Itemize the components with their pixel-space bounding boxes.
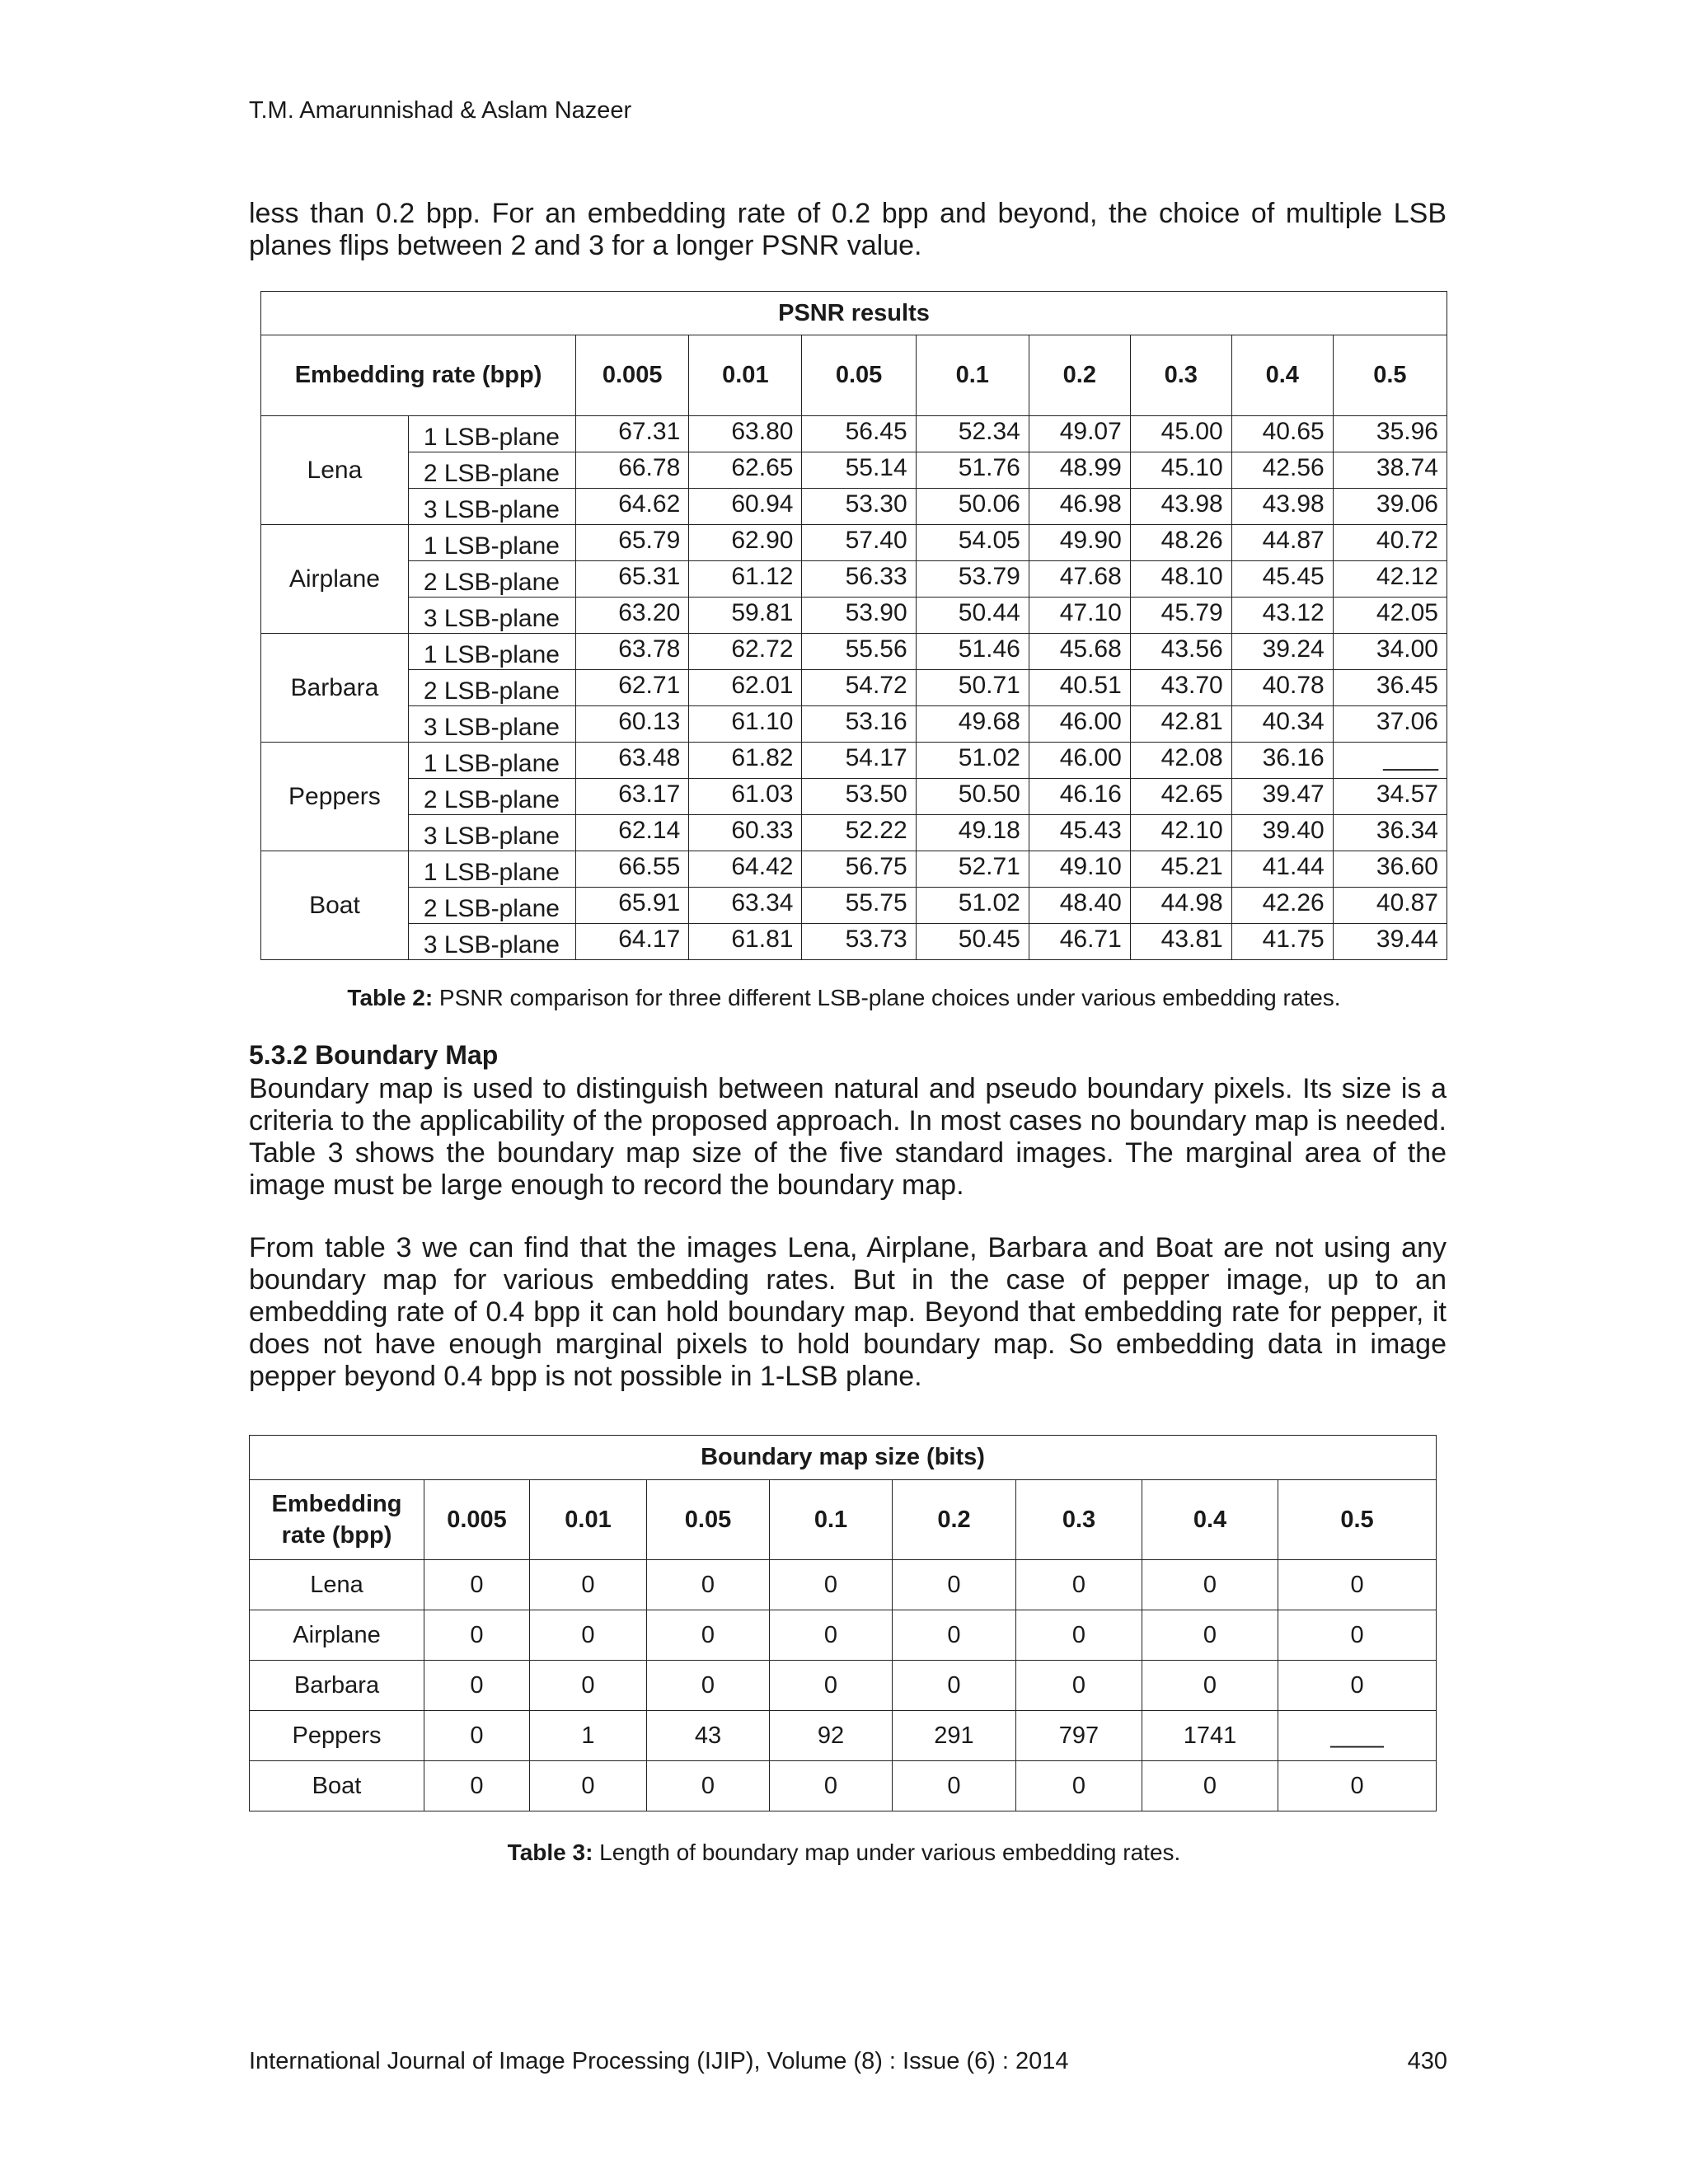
section-paragraph-1: Boundary map is used to distinguish between natural and pseudo boundary pixels. Its size is a criteria to the applicability of the proposed approach. In most cases no boundary map is needed. Table 3 shows the boundary map size of the five standard images. The marginal area of the image must be large enough to record the boundary map. [249, 1073, 1447, 1201]
psnr-value: 64.42 [689, 851, 802, 888]
psnr-value: 34.57 [1333, 779, 1447, 815]
psnr-value: 47.10 [1029, 598, 1130, 634]
psnr-value: 43.12 [1231, 598, 1333, 634]
boundary-row-header [250, 1480, 424, 1560]
psnr-value: 49.90 [1029, 525, 1130, 561]
psnr-value: 42.05 [1333, 598, 1447, 634]
boundary-value: 0 [1016, 1761, 1142, 1811]
psnr-value: ____ [1333, 743, 1447, 779]
psnr-value: 65.91 [576, 888, 689, 924]
psnr-rate-header: 0.2 [1029, 335, 1130, 416]
boundary-value: 0 [1278, 1610, 1437, 1661]
boundary-rate-header: 0.2 [893, 1480, 1016, 1560]
psnr-value: 36.45 [1333, 670, 1447, 706]
boundary-rate-header: 0.5 [1278, 1480, 1437, 1560]
boundary-value: 0 [424, 1610, 530, 1661]
psnr-value: 39.24 [1231, 634, 1333, 670]
psnr-value: 36.16 [1231, 743, 1333, 779]
boundary-image-name: Airplane [250, 1610, 424, 1661]
psnr-table-row [261, 779, 1447, 815]
boundary-image-name: Peppers [250, 1711, 424, 1761]
psnr-value: 35.96 [1333, 416, 1447, 452]
psnr-value: 52.22 [802, 815, 916, 851]
psnr-plane-label: 2 LSB-plane [408, 779, 575, 815]
psnr-value: 39.44 [1333, 924, 1447, 960]
psnr-value: 63.34 [689, 888, 802, 924]
boundary-value: 1 [530, 1711, 647, 1761]
psnr-value: 65.31 [576, 561, 689, 598]
psnr-plane-label: 1 LSB-plane [408, 416, 575, 452]
psnr-rate-header: 0.005 [576, 335, 689, 416]
psnr-value: 55.14 [802, 452, 916, 489]
psnr-value: 46.98 [1029, 489, 1130, 525]
boundary-value: 0 [647, 1661, 770, 1711]
boundary-value: 0 [424, 1661, 530, 1711]
boundary-value: 0 [1142, 1610, 1278, 1661]
boundary-table-row [250, 1761, 1437, 1811]
psnr-value: 62.90 [689, 525, 802, 561]
psnr-value: 43.56 [1130, 634, 1231, 670]
boundary-value: 0 [893, 1661, 1016, 1711]
psnr-value: 48.40 [1029, 888, 1130, 924]
boundary-value: ____ [1278, 1711, 1437, 1761]
psnr-value: 60.33 [689, 815, 802, 851]
boundary-value: 0 [1142, 1560, 1278, 1610]
psnr-value: 61.81 [689, 924, 802, 960]
psnr-value: 62.65 [689, 452, 802, 489]
boundary-value: 0 [1016, 1560, 1142, 1610]
boundary-value: 0 [647, 1761, 770, 1811]
psnr-table-row [261, 888, 1447, 924]
boundary-value: 0 [1142, 1661, 1278, 1711]
psnr-value: 50.71 [916, 670, 1029, 706]
psnr-table-row [261, 598, 1447, 634]
boundary-table-row [250, 1711, 1437, 1761]
psnr-value: 49.10 [1029, 851, 1130, 888]
psnr-value: 67.31 [576, 416, 689, 452]
boundary-value: 43 [647, 1711, 770, 1761]
psnr-image-name: Peppers [261, 743, 409, 851]
psnr-value: 44.87 [1231, 525, 1333, 561]
psnr-value: 54.05 [916, 525, 1029, 561]
psnr-table-row [261, 634, 1447, 670]
intro-paragraph: less than 0.2 bpp. For an embedding rate of 0.2 bpp and beyond, the choice of multiple LSB planes flips between 2 and 3 for a longer PSNR value. [249, 198, 1447, 261]
psnr-value: 62.71 [576, 670, 689, 706]
boundary-value: 0 [530, 1610, 647, 1661]
psnr-value: 61.03 [689, 779, 802, 815]
boundary-image-name: Boat [250, 1761, 424, 1811]
boundary-row-header-line2: rate (bpp) [281, 1522, 392, 1549]
psnr-value: 55.56 [802, 634, 916, 670]
psnr-value: 43.98 [1231, 489, 1333, 525]
psnr-value: 64.17 [576, 924, 689, 960]
psnr-table-row [261, 525, 1447, 561]
psnr-rate-header: 0.05 [802, 335, 916, 416]
psnr-value: 54.72 [802, 670, 916, 706]
boundary-rate-header: 0.005 [424, 1480, 530, 1560]
section-heading: 5.3.2 Boundary Map [249, 1040, 499, 1070]
psnr-value: 39.06 [1333, 489, 1447, 525]
psnr-value: 45.10 [1130, 452, 1231, 489]
psnr-value: 45.45 [1231, 561, 1333, 598]
psnr-value: 42.81 [1130, 706, 1231, 743]
psnr-value: 63.80 [689, 416, 802, 452]
psnr-image-name: Lena [261, 416, 409, 525]
psnr-table-row [261, 815, 1447, 851]
psnr-plane-label: 2 LSB-plane [408, 670, 575, 706]
psnr-value: 51.46 [916, 634, 1029, 670]
psnr-value: 38.74 [1333, 452, 1447, 489]
psnr-table-row [261, 743, 1447, 779]
psnr-plane-label: 2 LSB-plane [408, 561, 575, 598]
psnr-value: 54.17 [802, 743, 916, 779]
psnr-value: 59.81 [689, 598, 802, 634]
psnr-table-row [261, 561, 1447, 598]
psnr-value: 50.50 [916, 779, 1029, 815]
psnr-value: 39.47 [1231, 779, 1333, 815]
boundary-value: 0 [770, 1560, 893, 1610]
psnr-value: 40.72 [1333, 525, 1447, 561]
psnr-value: 45.79 [1130, 598, 1231, 634]
boundary-table-row [250, 1610, 1437, 1661]
psnr-row-header: Embedding rate (bpp) [261, 335, 576, 416]
psnr-value: 52.71 [916, 851, 1029, 888]
psnr-value: 48.10 [1130, 561, 1231, 598]
psnr-value: 51.76 [916, 452, 1029, 489]
psnr-value: 60.13 [576, 706, 689, 743]
psnr-value: 36.34 [1333, 815, 1447, 851]
psnr-value: 56.75 [802, 851, 916, 888]
psnr-value: 53.90 [802, 598, 916, 634]
psnr-value: 45.43 [1029, 815, 1130, 851]
psnr-value: 51.02 [916, 888, 1029, 924]
psnr-rate-header: 0.3 [1130, 335, 1231, 416]
psnr-plane-label: 2 LSB-plane [408, 452, 575, 489]
psnr-value: 42.65 [1130, 779, 1231, 815]
boundary-value: 0 [647, 1610, 770, 1661]
psnr-value: 42.12 [1333, 561, 1447, 598]
table3-caption [0, 1840, 1688, 1866]
psnr-value: 49.07 [1029, 416, 1130, 452]
psnr-value: 46.00 [1029, 706, 1130, 743]
psnr-value: 42.26 [1231, 888, 1333, 924]
boundary-value: 0 [1278, 1761, 1437, 1811]
boundary-map-table [249, 1435, 1437, 1811]
boundary-value: 1741 [1142, 1711, 1278, 1761]
psnr-plane-label: 2 LSB-plane [408, 888, 575, 924]
psnr-image-name: Airplane [261, 525, 409, 634]
boundary-value: 0 [424, 1761, 530, 1811]
psnr-plane-label: 1 LSB-plane [408, 743, 575, 779]
psnr-table-row [261, 489, 1447, 525]
psnr-value: 64.62 [576, 489, 689, 525]
boundary-value: 797 [1016, 1711, 1142, 1761]
psnr-value: 41.75 [1231, 924, 1333, 960]
psnr-table-row [261, 452, 1447, 489]
psnr-plane-label: 3 LSB-plane [408, 598, 575, 634]
psnr-value: 48.99 [1029, 452, 1130, 489]
psnr-value: 65.79 [576, 525, 689, 561]
psnr-value: 61.12 [689, 561, 802, 598]
boundary-value: 0 [1142, 1761, 1278, 1811]
psnr-value: 44.98 [1130, 888, 1231, 924]
boundary-value: 0 [770, 1610, 893, 1661]
boundary-value: 0 [1278, 1661, 1437, 1711]
psnr-plane-label: 3 LSB-plane [408, 706, 575, 743]
psnr-value: 47.68 [1029, 561, 1130, 598]
boundary-value: 291 [893, 1711, 1016, 1761]
psnr-value: 63.20 [576, 598, 689, 634]
boundary-rate-header: 0.1 [770, 1480, 893, 1560]
psnr-value: 57.40 [802, 525, 916, 561]
boundary-image-name: Barbara [250, 1661, 424, 1711]
boundary-value: 0 [1016, 1610, 1142, 1661]
psnr-value: 36.60 [1333, 851, 1447, 888]
psnr-table [260, 291, 1447, 960]
boundary-table-title: Boundary map size (bits) [250, 1436, 1437, 1480]
psnr-value: 46.16 [1029, 779, 1130, 815]
boundary-row-header-line1: Embedding [271, 1491, 402, 1517]
psnr-value: 40.51 [1029, 670, 1130, 706]
psnr-rate-header: 0.1 [916, 335, 1029, 416]
psnr-plane-label: 3 LSB-plane [408, 815, 575, 851]
footer-page-number: 430 [1407, 2048, 1447, 2074]
psnr-value: 34.00 [1333, 634, 1447, 670]
psnr-value: 55.75 [802, 888, 916, 924]
psnr-value: 53.30 [802, 489, 916, 525]
psnr-value: 56.45 [802, 416, 916, 452]
psnr-plane-label: 1 LSB-plane [408, 851, 575, 888]
psnr-value: 50.45 [916, 924, 1029, 960]
table2-caption-text: PSNR comparison for three different LSB-plane choices under various embedding rates. [433, 985, 1341, 1010]
psnr-value: 39.40 [1231, 815, 1333, 851]
psnr-value: 53.16 [802, 706, 916, 743]
boundary-value: 92 [770, 1711, 893, 1761]
psnr-table-title: PSNR results [261, 292, 1447, 335]
psnr-value: 41.44 [1231, 851, 1333, 888]
psnr-value: 56.33 [802, 561, 916, 598]
psnr-value: 62.72 [689, 634, 802, 670]
boundary-value: 0 [893, 1610, 1016, 1661]
psnr-value: 51.02 [916, 743, 1029, 779]
psnr-value: 49.18 [916, 815, 1029, 851]
psnr-value: 66.78 [576, 452, 689, 489]
psnr-value: 66.55 [576, 851, 689, 888]
psnr-plane-label: 3 LSB-plane [408, 924, 575, 960]
boundary-value: 0 [530, 1560, 647, 1610]
psnr-value: 60.94 [689, 489, 802, 525]
psnr-value: 49.68 [916, 706, 1029, 743]
psnr-plane-label: 3 LSB-plane [408, 489, 575, 525]
boundary-value: 0 [1278, 1560, 1437, 1610]
psnr-value: 62.14 [576, 815, 689, 851]
psnr-value: 45.00 [1130, 416, 1231, 452]
psnr-value: 43.70 [1130, 670, 1231, 706]
boundary-rate-header: 0.05 [647, 1480, 770, 1560]
psnr-value: 52.34 [916, 416, 1029, 452]
boundary-value: 0 [530, 1761, 647, 1811]
boundary-value: 0 [424, 1711, 530, 1761]
psnr-value: 53.50 [802, 779, 916, 815]
psnr-value: 40.34 [1231, 706, 1333, 743]
table2-caption-label: Table 2: [347, 985, 434, 1010]
psnr-value: 61.10 [689, 706, 802, 743]
section-paragraph-2: From table 3 we can find that the images Lena, Airplane, Barbara and Boat are not using any boundary map for various embedding rates. But in the case of pepper image, up to an embedding rate of 0.4 bpp it can hold boundary map. Beyond that embedding rate for pepper, it does not have enough marginal pixels to hold boundary map. So embedding data in image pepper beyond 0.4 bpp is not possible in 1-LSB plane. [249, 1232, 1447, 1392]
boundary-value: 0 [1016, 1661, 1142, 1711]
boundary-value: 0 [893, 1560, 1016, 1610]
boundary-image-name: Lena [250, 1560, 424, 1610]
psnr-value: 46.71 [1029, 924, 1130, 960]
psnr-value: 61.82 [689, 743, 802, 779]
psnr-value: 40.78 [1231, 670, 1333, 706]
psnr-image-name: Boat [261, 851, 409, 960]
psnr-value: 46.00 [1029, 743, 1130, 779]
boundary-rate-header: 0.4 [1142, 1480, 1278, 1560]
psnr-value: 40.65 [1231, 416, 1333, 452]
boundary-value: 0 [770, 1661, 893, 1711]
psnr-value: 48.26 [1130, 525, 1231, 561]
psnr-value: 63.48 [576, 743, 689, 779]
psnr-value: 43.98 [1130, 489, 1231, 525]
boundary-table-row [250, 1560, 1437, 1610]
psnr-plane-label: 1 LSB-plane [408, 525, 575, 561]
psnr-value: 42.08 [1130, 743, 1231, 779]
boundary-value: 0 [424, 1560, 530, 1610]
psnr-plane-label: 1 LSB-plane [408, 634, 575, 670]
boundary-rate-header: 0.01 [530, 1480, 647, 1560]
psnr-value: 63.78 [576, 634, 689, 670]
psnr-value: 42.56 [1231, 452, 1333, 489]
table3-caption-label: Table 3: [507, 1840, 593, 1865]
psnr-value: 37.06 [1333, 706, 1447, 743]
boundary-value: 0 [770, 1761, 893, 1811]
psnr-table-row [261, 670, 1447, 706]
psnr-image-name: Barbara [261, 634, 409, 743]
psnr-value: 50.44 [916, 598, 1029, 634]
boundary-value: 0 [647, 1560, 770, 1610]
psnr-rate-header: 0.4 [1231, 335, 1333, 416]
psnr-value: 42.10 [1130, 815, 1231, 851]
table3-caption-text: Length of boundary map under various embedding rates. [593, 1840, 1181, 1865]
boundary-value: 0 [530, 1661, 647, 1711]
psnr-rate-header: 0.5 [1333, 335, 1447, 416]
psnr-value: 53.79 [916, 561, 1029, 598]
psnr-value: 40.87 [1333, 888, 1447, 924]
psnr-value: 45.21 [1130, 851, 1231, 888]
psnr-table-row [261, 706, 1447, 743]
psnr-table-row [261, 924, 1447, 960]
psnr-value: 62.01 [689, 670, 802, 706]
psnr-value: 45.68 [1029, 634, 1130, 670]
table2-caption [0, 985, 1688, 1011]
psnr-table-row [261, 851, 1447, 888]
psnr-rate-header: 0.01 [689, 335, 802, 416]
boundary-value: 0 [893, 1761, 1016, 1811]
boundary-rate-header: 0.3 [1016, 1480, 1142, 1560]
psnr-value: 53.73 [802, 924, 916, 960]
psnr-value: 63.17 [576, 779, 689, 815]
footer-journal: International Journal of Image Processing (IJIP), Volume (8) : Issue (6) : 2014 [249, 2048, 1069, 2074]
running-header: T.M. Amarunnishad & Aslam Nazeer [249, 97, 632, 124]
psnr-value: 43.81 [1130, 924, 1231, 960]
psnr-table-row [261, 416, 1447, 452]
boundary-table-row [250, 1661, 1437, 1711]
psnr-value: 50.06 [916, 489, 1029, 525]
